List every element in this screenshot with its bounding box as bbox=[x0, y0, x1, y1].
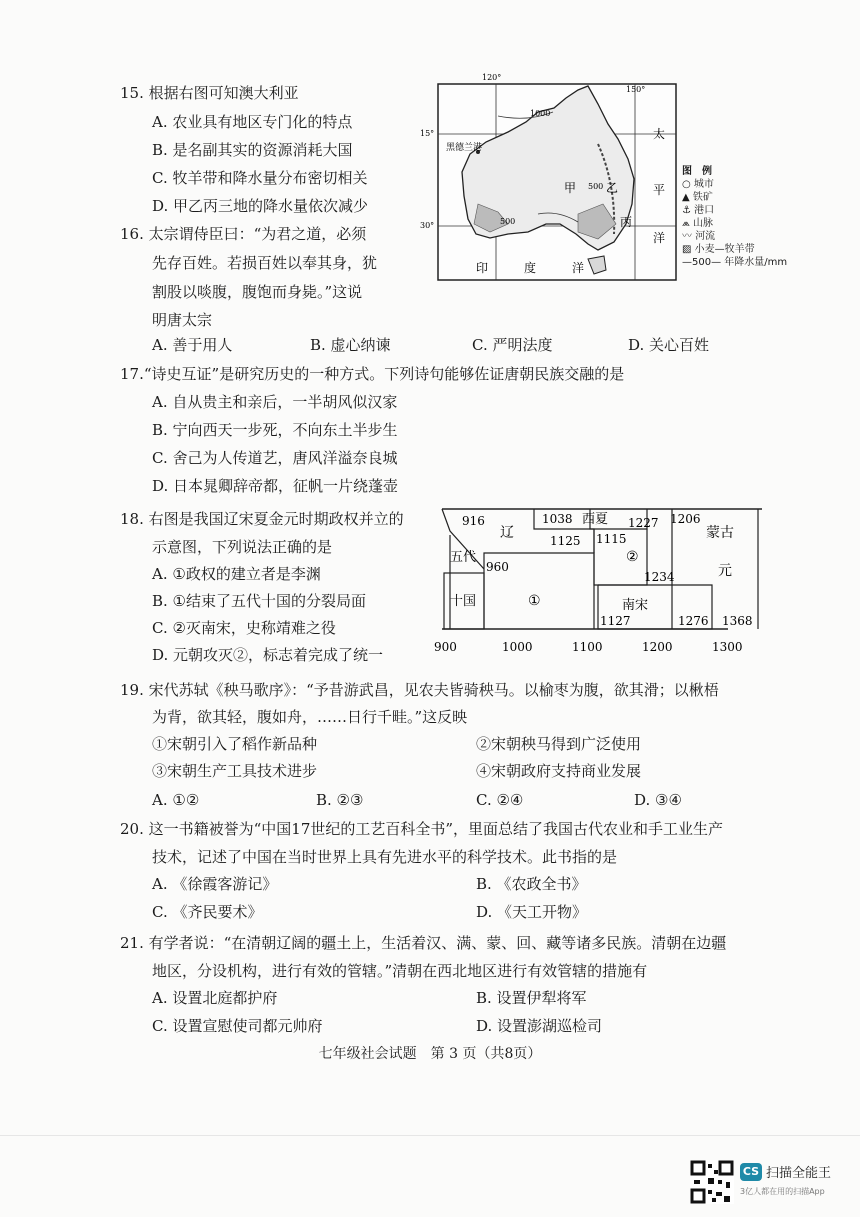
q21-option-a: A. 设置北庭都护府 bbox=[152, 989, 278, 1007]
q18-option-a: A. ①政权的建立者是李渊 bbox=[152, 565, 321, 583]
q17-option-d: D. 日本晁卿辞帝都，征帆一片绕蓬壶 bbox=[152, 477, 399, 495]
q17-option-c: C. 舍己为人传道艺，唐风洋溢奈良城 bbox=[152, 449, 398, 467]
camscanner-logo: CS bbox=[740, 1163, 762, 1181]
q20-option-a: A. 《徐霞客游记》 bbox=[152, 875, 278, 893]
isohyet-500-label-east: 500 bbox=[588, 182, 604, 191]
liao-label: 辽 bbox=[500, 525, 514, 541]
q19-option-a: A. ①② bbox=[152, 791, 200, 809]
southern-song-end-year: 1276 bbox=[678, 614, 709, 628]
q20-option-d: D. 《天工开物》 bbox=[476, 903, 588, 921]
q17-stem: 17.“诗史互证”是研究历史的一种方式。下列诗句能够佐证唐朝民族交融的是 bbox=[120, 365, 625, 383]
q21-stem-line2: 地区，分设机构，进行有效的管辖。”清朝在西北地区进行有效管辖的措施有 bbox=[152, 962, 648, 980]
indian-yin-label: 印 bbox=[476, 261, 489, 275]
axis-1200: 1200 bbox=[642, 640, 673, 654]
q19-option-d: D. ③④ bbox=[634, 791, 682, 809]
place-yi-label: 乙 bbox=[606, 181, 619, 195]
q21-option-b: B. 设置伊犁将军 bbox=[476, 989, 587, 1007]
q18-option-b: B. ①结束了五代十国的分裂局面 bbox=[152, 592, 367, 610]
liao-end-year: 1125 bbox=[550, 534, 581, 548]
yuan-end-year: 1368 bbox=[722, 614, 753, 628]
port-hedland-label: 黑德兰港 bbox=[446, 143, 483, 153]
pacific-tai-label: 太 bbox=[653, 127, 666, 141]
q18-option-d: D. 元朝攻灭②，标志着完成了统一 bbox=[152, 646, 384, 664]
q19-item-4: ④宋朝政府支持商业发展 bbox=[476, 762, 642, 780]
lat-15-label: 15° bbox=[420, 129, 435, 138]
q21-stem-line1: 21. 有学者说：“在清朝辽阔的疆土上，生活着汉、满、蒙、回、藏等诸多民族。清朝在边疆 bbox=[120, 934, 727, 952]
liao-start-year: 916 bbox=[462, 514, 485, 528]
q19-option-c: C. ②④ bbox=[476, 791, 524, 809]
q18-stem-line1: 18. 右图是我国辽宋夏金元时期政权并立的 bbox=[120, 510, 404, 528]
axis-900: 900 bbox=[434, 640, 457, 654]
wheat-sheep-belt-icon: ▨ bbox=[682, 244, 695, 255]
isohyet-500-label-west: 500 bbox=[500, 217, 516, 226]
q19-item-2: ②宋朝秧马得到广泛使用 bbox=[476, 735, 642, 753]
pacific-ping-label: 平 bbox=[653, 183, 666, 197]
port-icon: ⚓ bbox=[682, 205, 695, 216]
q16-stem-line2: 先存百姓。若损百姓以奉其身，犹 bbox=[152, 254, 378, 272]
q16-option-b: B. 虚心纳谏 bbox=[310, 336, 391, 354]
regime-2-label: ② bbox=[626, 549, 639, 565]
q20-stem-line1: 20. 这一书籍被誉为“中国17世纪的工艺百科全书”，里面总结了我国古代农业和手工业生产 bbox=[120, 820, 724, 838]
river-icon: 〰 bbox=[682, 231, 696, 242]
place-jia-label: 甲 bbox=[564, 181, 577, 195]
q16-option-d: D. 关心百姓 bbox=[628, 336, 710, 354]
q18-stem-line2: 示意图，下列说法正确的是 bbox=[152, 538, 333, 556]
axis-1300: 1300 bbox=[712, 640, 743, 654]
scanner-subtitle: 3亿人都在用的扫描App bbox=[740, 1187, 825, 1196]
qr-code-icon bbox=[690, 1160, 734, 1204]
q16-option-c: C. 严明法度 bbox=[472, 336, 553, 354]
q19-stem-line1: 19. 宋代苏轼《秧马歌序》：“予昔游武昌，见农夫皆骑秧马。以榆枣为腹，欲其滑；以楸梧 bbox=[120, 681, 719, 699]
scan-divider bbox=[0, 1135, 860, 1136]
scanner-watermark bbox=[690, 1160, 850, 1208]
q17-option-b: B. 宁向西天一步死，不向东土半步生 bbox=[152, 421, 398, 439]
q16-stem-line4: 明唐太宗 bbox=[152, 311, 213, 329]
q15-option-a: A. 农业具有地区专门化的特点 bbox=[152, 113, 353, 131]
ten-kingdoms-label: 十国 bbox=[450, 594, 477, 609]
q17-option-a: A. 自从贵主和亲后，一半胡风似汉家 bbox=[152, 393, 398, 411]
axis-1000: 1000 bbox=[502, 640, 533, 654]
q21-option-c: C. 设置宣慰使司都元帅府 bbox=[152, 1017, 323, 1035]
page-footer: 七年级社会试题 第 3 页（共8页） bbox=[318, 1046, 542, 1062]
q15-option-c: C. 牧羊带和降水量分布密切相关 bbox=[152, 169, 368, 187]
xixia-start-year: 1038 bbox=[542, 512, 573, 526]
indian-du-label: 度 bbox=[524, 261, 537, 275]
q20-stem-line2: 技术，记述了中国在当时世界上具有先进水平的科学技术。此书指的是 bbox=[152, 848, 618, 866]
five-dynasties-label: 五代 bbox=[450, 550, 477, 565]
map-legend: 图 例 ○ 城市 ▲ 铁矿 ⚓ 港口 ⩕ 山脉 〰 河流 ▨ 小麦—牧羊带 —500— 年降水量/mm bbox=[682, 166, 788, 268]
regime-timeline-diagram bbox=[432, 505, 762, 657]
q15-stem: 15. 根据右图可知澳大利亚 bbox=[120, 84, 299, 102]
mountain-icon: ⩕ bbox=[682, 218, 694, 229]
indian-yang-label: 洋 bbox=[572, 261, 585, 275]
song-start-year: 960 bbox=[486, 560, 509, 574]
city-icon: ○ bbox=[682, 179, 694, 190]
southern-song-start-year: 1127 bbox=[600, 614, 631, 628]
q19-item-3: ③宋朝生产工具技术进步 bbox=[152, 762, 318, 780]
legend-title: 图 例 bbox=[682, 166, 712, 177]
iron-mine-icon: ▲ bbox=[682, 192, 693, 203]
australia-map bbox=[420, 73, 676, 280]
lon-120-label: 120° bbox=[482, 73, 502, 82]
q21-option-d: D. 设置澎湖巡检司 bbox=[476, 1017, 603, 1035]
q16-stem-line1: 16. 太宗谓侍臣曰：“为君之道，必须 bbox=[120, 225, 367, 243]
isohyet-1000-label: 1000 bbox=[530, 109, 551, 118]
q20-option-c: C. 《齐民要术》 bbox=[152, 903, 263, 921]
isohyet-icon: — bbox=[682, 257, 692, 268]
regime-1-label: ① bbox=[528, 593, 541, 609]
q16-stem-line3: 割股以啖腹，腹饱而身毙。”这说 bbox=[152, 283, 363, 301]
axis-1100: 1100 bbox=[572, 640, 603, 654]
mongol-label: 蒙古 bbox=[706, 525, 734, 541]
southern-song-label: 南宋 bbox=[622, 598, 649, 613]
q15-option-b: B. 是名副其实的资源消耗大国 bbox=[152, 141, 353, 159]
q18-option-c: C. ②灭南宋，史称靖难之役 bbox=[152, 619, 336, 637]
q15-option-d: D. 甲乙丙三地的降水量依次减少 bbox=[152, 197, 369, 215]
q19-option-b: B. ②③ bbox=[316, 791, 364, 809]
xixia-end-year: 1227 bbox=[628, 516, 659, 530]
q19-item-1: ①宋朝引入了稻作新品种 bbox=[152, 735, 318, 753]
jin-end-year: 1234 bbox=[644, 570, 675, 584]
place-bing-label: 丙 bbox=[620, 215, 633, 229]
pacific-yang-label: 洋 bbox=[653, 231, 666, 245]
q19-stem-line2: 为背，欲其轻，腹如舟，……日行千畦。”这反映 bbox=[152, 708, 468, 726]
jin-start-year: 1115 bbox=[596, 532, 627, 546]
lon-150-label: 150° bbox=[626, 85, 646, 94]
q16-option-a: A. 善于用人 bbox=[152, 336, 233, 354]
scanner-title: 扫描全能王 bbox=[766, 1166, 832, 1181]
lat-30-label: 30° bbox=[420, 221, 435, 230]
q20-option-b: B. 《农政全书》 bbox=[476, 875, 587, 893]
mongol-start-year: 1206 bbox=[670, 512, 701, 526]
yuan-label: 元 bbox=[718, 563, 732, 579]
xixia-label: 西夏 bbox=[582, 512, 609, 527]
